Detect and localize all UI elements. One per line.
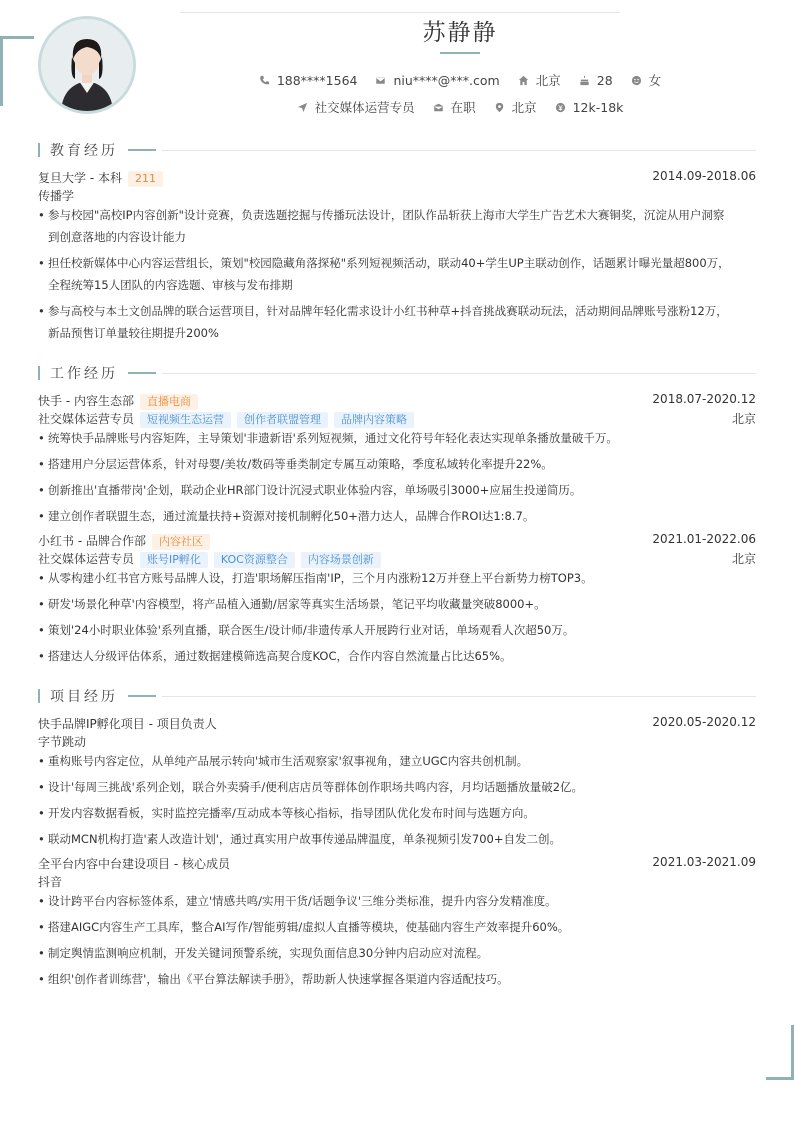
send-icon: [297, 102, 308, 113]
hometown-text: 北京: [535, 73, 561, 88]
phone-text: 188****1564: [276, 72, 358, 88]
project-org: 字节跳动: [38, 735, 87, 749]
education-date: 2014.09-2018.06: [652, 169, 756, 183]
bullet-text: 重构账号内容定位，从单纯产品展示转向'城市生活观察家'叙事视角，建立UGC内容共创机制。: [48, 754, 529, 768]
job-city: 北京: [731, 552, 756, 566]
project-bullet: • 设计'每周三挑战'系列企划，联合外卖骑手/便利店店员等群体创作职场共鸣内容，月均话题播放量破2亿。: [38, 776, 756, 798]
section-bar: [38, 143, 40, 157]
education-title: 教育经历: [50, 143, 118, 159]
email-item: [375, 73, 499, 88]
job-position-row: [38, 550, 756, 568]
company-tag: 直播电商: [140, 394, 198, 410]
hometown-item: [518, 71, 561, 89]
job-info-row: [0, 98, 794, 116]
school-tag: 211: [128, 171, 163, 187]
section-bar: [38, 366, 40, 380]
bullet-text: 搭建用户分层运营体系，针对母婴/美妆/数码等垂类制定专属互动策略，季度私域转化率提升22%。: [48, 457, 553, 471]
bullet-text: 参与校园"高校IP内容创新"设计竞赛，负责选题挖掘与传播玩法设计，团队作品斩获上海市大学生广告艺术大赛铜奖，沉淀从用户洞察 到创意落地的内容设计能力: [48, 208, 725, 244]
job-date: 2021.01-2022.06: [652, 532, 756, 546]
project-name: 全平台内容中台建设项目 - 核心成员: [38, 857, 230, 871]
bullet-text: 组织'创作者训练营'，输出《平台算法解读手册》，帮助新人快速掌握各渠道内容适配技巧。: [48, 972, 509, 986]
position-text: 社交媒体运营专员: [314, 100, 415, 115]
job-bullet: • 创新推出'直播带岗'企划，联动企业HR部门设计沉浸式职业体验内容，单场吸引3000+应届生投递简历。: [38, 479, 756, 501]
section-divider: [162, 150, 756, 151]
skill-tag: 创作者联盟管理: [237, 412, 328, 428]
email-text: niu****@***.com: [393, 72, 500, 88]
gender-icon: [631, 75, 642, 86]
bullet-text: 参与高校与本土文创品牌的联合运营项目，针对品牌年轻化需求设计小红书种草+抖音挑战赛联动玩法，活动期间品牌账号涨粉12万， 新品预售订单量较往期提升200%: [48, 304, 728, 340]
position-item: [297, 98, 415, 116]
education-section-header: [38, 140, 756, 160]
bullet-text: 制定舆情监测响应机制，开发关键词预警系统，实现负面信息30分钟内启动应对流程。: [48, 946, 489, 960]
bullet-text: 建立创作者联盟生态，通过流量扶持+资源对接机制孵化50+潜力达人，品牌合作ROI达1:8.7。: [48, 509, 535, 523]
project-bullet: • 联动MCN机构打造'素人改造计划'，通过真实用户故事传递品牌温度，单条视频引发700+自发二创。: [38, 828, 756, 850]
bullet-text: 设计'每周三挑战'系列企划，联合外卖骑手/便利店店员等群体创作职场共鸣内容，月均话题播放量破2亿。: [48, 780, 584, 794]
project-name: 快手品牌IP孵化项目 - 项目负责人: [38, 717, 217, 731]
project-section-header: [38, 686, 756, 706]
school-name: 复旦大学 - 本科: [38, 171, 122, 185]
bullet-text: 设计跨平台内容标签体系，建立'情感共鸣/实用干货/话题争议'三维分类标准，提升内容分发精准度。: [48, 894, 557, 908]
salary-icon: [555, 102, 566, 113]
age-text: 28: [596, 72, 613, 88]
job-position: 社交媒体运营专员: [38, 552, 135, 566]
section-accent-line: [128, 149, 156, 151]
section-divider: [162, 696, 756, 697]
project-bullet: • 制定舆情监测响应机制，开发关键词预警系统，实现负面信息30分钟内启动应对流程。: [38, 942, 756, 964]
section-bar: [38, 689, 40, 703]
project-name-row: [38, 855, 756, 872]
project-date: 2020.05-2020.12: [652, 715, 756, 729]
company-name: 快手 - 内容生态部: [38, 394, 134, 408]
bullet-text: 搭建AIGC内容生产工具库，整合AI写作/智能剪辑/虚拟人直播等模块，使基础内容生产效率提升60%。: [48, 920, 570, 934]
salary-text: 12k-18k: [572, 99, 624, 115]
project-name-row: [38, 715, 756, 732]
bullet-text: 担任校新媒体中心内容运营组长，策划"校园隐藏角落探秘"系列短视频活动，联动40+学生UP主联动创作，话题累计曝光量超800万， 全程统筹15人团队的内容选题、审核与发布排期: [48, 256, 730, 292]
status-item: [433, 98, 476, 116]
education-bullet: • 参与校园"高校IP内容创新"设计竞赛，负责选题挖掘与传播玩法设计，团队作品斩获上海市大学生广告艺术大赛铜奖，沉淀从用户洞察 到创意落地的内容设计能力: [38, 204, 756, 248]
education-major: 传播学: [38, 189, 75, 203]
job-bullet: • 策划'24小时职业体验'系列直播，联合医生/设计师/非遗传承人开展跨行业对话，单场观看人次超50万。: [38, 619, 756, 641]
company-tag: 内容社区: [152, 534, 210, 550]
section-divider: [162, 373, 756, 374]
project-bullet: • 开发内容数据看板，实时监控完播率/互动成本等核心指标，指导团队优化发布时间与选题方向。: [38, 802, 756, 824]
status-icon: [433, 102, 444, 113]
bullet-text: 策划'24小时职业体验'系列直播，联合医生/设计师/非遗传承人开展跨行业对话，单场观看人次超50万。: [48, 623, 575, 637]
job-company-row: [38, 532, 756, 550]
home-icon: [518, 75, 529, 86]
education-bullet: • 参与高校与本土文创品牌的联合运营项目，针对品牌年轻化需求设计小红书种草+抖音挑战赛联动玩法，活动期间品牌账号涨粉12万， 新品预售订单量较往期提升200%: [38, 300, 756, 344]
name-underline: [440, 52, 480, 54]
bullet-text: 统筹快手品牌账号内容矩阵，主导策划'非遗新语'系列短视频，通过文化符号年轻化表达实现单条播放量破千万。: [48, 431, 618, 445]
job-bullet: • 从零构建小红书官方账号品牌人设，打造'职场解压指南'IP，三个月内涨粉12万并登上平台新势力榜TOP3。: [38, 567, 756, 589]
job-bullet: • 建立创作者联盟生态，通过流量扶持+资源对接机制孵化50+潜力达人，品牌合作ROI达1:8.7。: [38, 505, 756, 527]
location-icon: [494, 102, 505, 113]
project-bullet: • 搭建AIGC内容生产工具库，整合AI写作/智能剪辑/虚拟人直播等模块，使基础内容生产效率提升60%。: [38, 916, 756, 938]
project-title: 项目经历: [50, 689, 118, 705]
project-org: 抖音: [38, 875, 63, 889]
skill-tag: KOC资源整合: [214, 552, 295, 568]
bullet-text: 联动MCN机构打造'素人改造计划'，通过真实用户故事传递品牌温度，单条视频引发700+自发二创。: [48, 832, 561, 846]
education-bullet: • 担任校新媒体中心内容运营组长，策划"校园隐藏角落探秘"系列短视频活动，联动40+学生UP主联动创作，话题累计曝光量超800万， 全程统筹15人团队的内容选题、审核与发布排期: [38, 252, 756, 296]
status-text: 在职: [450, 100, 476, 115]
gender-text: 女: [648, 73, 662, 88]
project-bullet: • 重构账号内容定位，从单纯产品展示转向'城市生活观察家'叙事视角，建立UGC内容共创机制。: [38, 750, 756, 772]
skill-tag: 品牌内容策略: [334, 412, 414, 428]
salary-item: [555, 100, 624, 115]
bullet-text: 搭建达人分级评估体系，通过数据建模筛选高契合度KOC，合作内容自然流量占比达65%。: [48, 649, 512, 663]
contact-info-row: [0, 71, 794, 89]
job-bullet: • 搭建达人分级评估体系，通过数据建模筛选高契合度KOC，合作内容自然流量占比达65%。: [38, 645, 756, 667]
project-bullet: • 设计跨平台内容标签体系，建立'情感共鸣/实用干货/话题争议'三维分类标准，提升内容分发精准度。: [38, 890, 756, 912]
project-bullet: • 组织'创作者训练营'，输出《平台算法解读手册》，帮助新人快速掌握各渠道内容适配技巧。: [38, 968, 756, 990]
age-item: [579, 73, 613, 88]
phone-item: [259, 73, 358, 88]
skill-tag: 账号IP孵化: [140, 552, 208, 568]
phone-icon: [259, 75, 270, 86]
city-item: [494, 98, 537, 116]
cake-icon: [579, 75, 590, 86]
bullet-text: 从零构建小红书官方账号品牌人设，打造'职场解压指南'IP，三个月内涨粉12万并登上平台新势力榜TOP3。: [48, 571, 593, 585]
gender-item: [631, 71, 662, 89]
job-date: 2018.07-2020.12: [652, 392, 756, 406]
job-position: 社交媒体运营专员: [38, 412, 135, 426]
education-school-row: [38, 169, 756, 187]
bullet-text: 开发内容数据看板，实时监控完播率/互动成本等核心指标，指导团队优化发布时间与选题方向。: [48, 806, 535, 820]
bullet-text: 研发'场景化种草'内容模型，将产品植入通勤/居家等真实生活场景，笔记平均收藏量突破8000+。: [48, 597, 546, 611]
skill-tag: 内容场景创新: [301, 552, 381, 568]
job-city: 北京: [731, 412, 756, 426]
header-top-rule: [180, 12, 620, 13]
work-section-header: [38, 363, 756, 383]
job-company-row: [38, 392, 756, 410]
city-text: 北京: [511, 100, 537, 115]
section-accent-line: [128, 372, 156, 374]
job-bullet: • 搭建用户分层运营体系，针对母婴/美妆/数码等垂类制定专属互动策略，季度私域转化率提升22%。: [38, 453, 756, 475]
job-position-row: [38, 410, 756, 428]
section-accent-line: [128, 695, 156, 697]
mail-icon: [375, 75, 386, 86]
bullet-text: 创新推出'直播带岗'企划，联动企业HR部门设计沉浸式职业体验内容，单场吸引3000+应届生投递简历。: [48, 483, 582, 497]
company-name: 小红书 - 品牌合作部: [38, 534, 146, 548]
job-bullet: • 研发'场景化种草'内容模型，将产品植入通勤/居家等真实生活场景，笔记平均收藏量突破8000+。: [38, 593, 756, 615]
job-bullet: • 统筹快手品牌账号内容矩阵，主导策划'非遗新语'系列短视频，通过文化符号年轻化表达实现单条播放量破千万。: [38, 427, 756, 449]
skill-tag: 短视频生态运营: [140, 412, 231, 428]
candidate-name: 苏静静: [422, 20, 498, 46]
project-date: 2021.03-2021.09: [652, 855, 756, 869]
work-title: 工作经历: [50, 366, 118, 382]
corner-decoration-bottom-right: [766, 1025, 794, 1080]
